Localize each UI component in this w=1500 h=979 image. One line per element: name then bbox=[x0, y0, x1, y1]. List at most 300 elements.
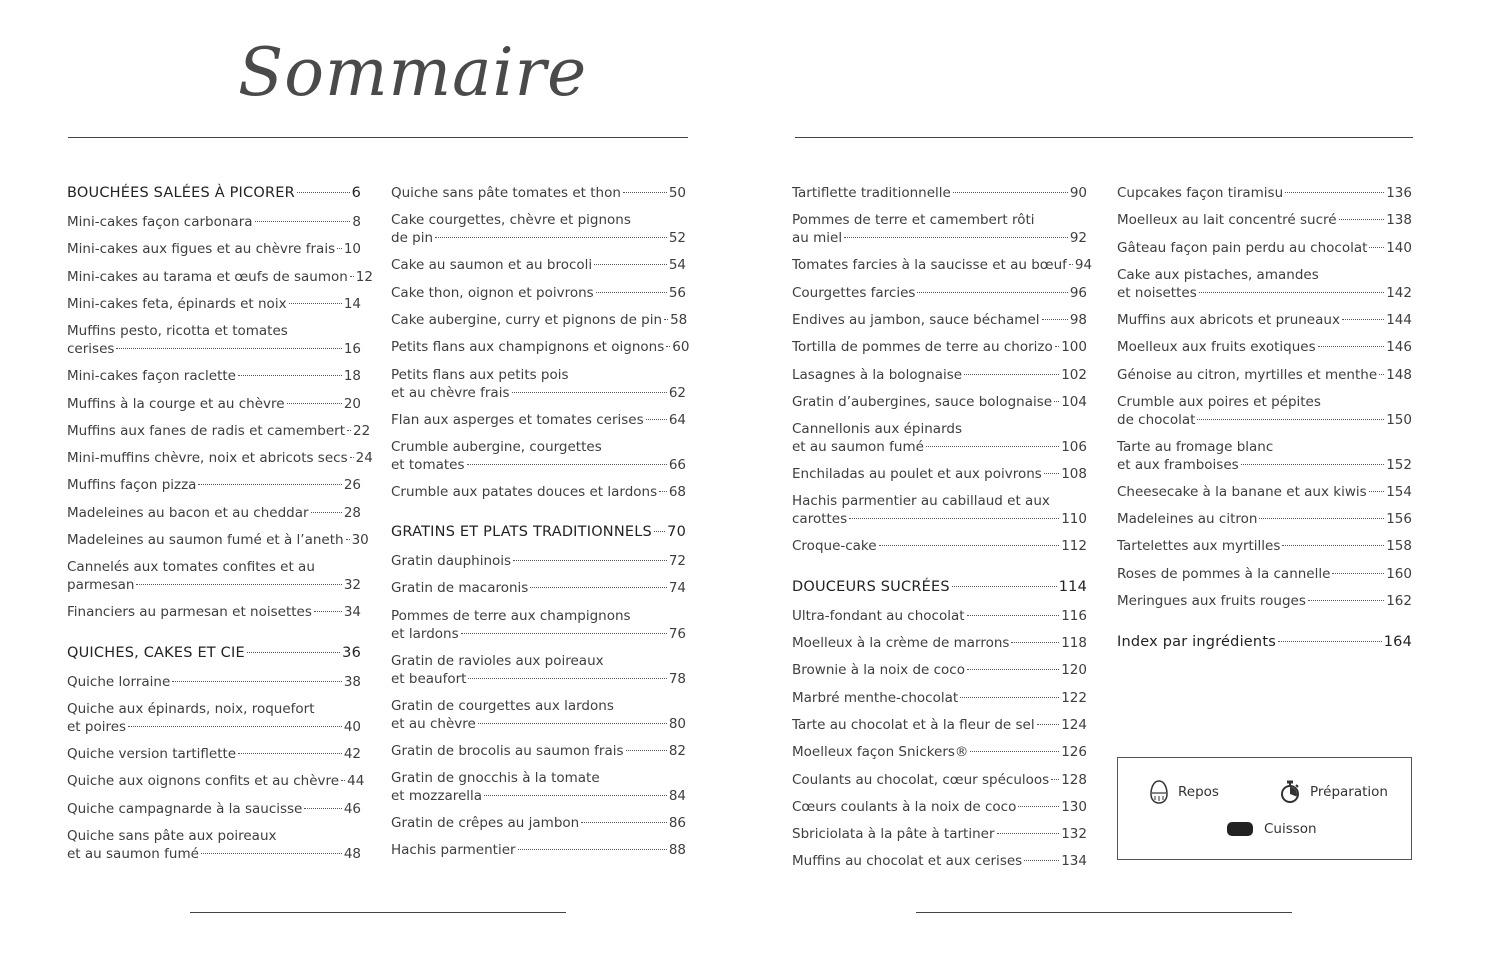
dot-leader bbox=[917, 292, 1067, 293]
page-number: 54 bbox=[668, 257, 686, 274]
toc-entry bbox=[67, 800, 361, 818]
page-number: 118 bbox=[1061, 635, 1087, 651]
page-number: 92 bbox=[1069, 230, 1087, 247]
page-number: 68 bbox=[668, 483, 686, 500]
toc-entry-line bbox=[67, 449, 373, 467]
page-number: 152 bbox=[1386, 456, 1412, 473]
dot-leader bbox=[311, 512, 342, 513]
toc-entry-line bbox=[391, 256, 686, 274]
dot-leader bbox=[1044, 473, 1059, 474]
dot-leader bbox=[1051, 779, 1059, 780]
dot-leader bbox=[1197, 419, 1384, 420]
dot-leader bbox=[664, 319, 668, 320]
toc-entry-title: Flan aux asperges et tomates cerises bbox=[391, 411, 644, 428]
toc-entry bbox=[792, 256, 1093, 274]
toc-entry-title-cont: cerises bbox=[67, 341, 115, 358]
page-number: 26 bbox=[343, 477, 361, 494]
toc-entry-line bbox=[1117, 633, 1412, 651]
toc-entry-title: Enchiladas au poulet et aux poivrons bbox=[792, 466, 1042, 483]
toc-entry-line bbox=[67, 213, 361, 231]
toc-entry-line bbox=[67, 745, 361, 763]
toc-entry bbox=[1117, 239, 1412, 257]
toc-entry-line bbox=[67, 673, 361, 691]
toc-entry-title: Gratin de brocolis au saumon frais bbox=[391, 742, 624, 759]
dot-leader bbox=[350, 457, 354, 458]
dot-leader bbox=[997, 833, 1060, 834]
toc-entry-line bbox=[792, 284, 1087, 302]
dot-leader bbox=[136, 584, 341, 585]
page-number: 140 bbox=[1386, 239, 1412, 256]
toc-entry-line bbox=[1117, 338, 1412, 356]
page-number: 48 bbox=[343, 845, 361, 862]
page-number: 50 bbox=[668, 185, 686, 201]
page-number: 10 bbox=[343, 241, 361, 258]
toc-entry-title: Quiche aux épinards, noix, roquefort bbox=[67, 700, 315, 717]
dot-leader bbox=[626, 750, 667, 751]
toc-entry bbox=[391, 311, 686, 329]
toc-entry bbox=[391, 211, 686, 247]
dot-leader bbox=[844, 237, 1068, 238]
page-number: 76 bbox=[668, 625, 686, 642]
dot-leader bbox=[484, 795, 667, 796]
page-number: 94 bbox=[1074, 257, 1093, 274]
toc-entry-line bbox=[391, 787, 686, 805]
toc-section bbox=[792, 578, 1087, 596]
toc-entry-title-cont: et poires bbox=[67, 718, 127, 735]
toc-entry-title: Cupcakes façon tiramisu bbox=[1117, 185, 1284, 201]
toc-entry-line bbox=[67, 718, 361, 736]
page-number: 18 bbox=[343, 368, 361, 385]
toc-entry-line bbox=[67, 295, 361, 313]
page-number: 58 bbox=[670, 311, 688, 328]
toc-entry bbox=[792, 661, 1087, 679]
section-title: QUICHES, CAKES ET CIE bbox=[67, 644, 245, 661]
toc-entry-title: Courgettes farcies bbox=[792, 284, 916, 301]
dot-leader bbox=[1308, 600, 1384, 601]
toc-entry-line bbox=[67, 340, 361, 358]
page-number: 106 bbox=[1061, 439, 1087, 456]
toc-entry-line bbox=[792, 510, 1087, 528]
page-number: 126 bbox=[1061, 744, 1087, 761]
toc-section bbox=[67, 644, 361, 662]
dot-leader bbox=[530, 587, 666, 588]
toc-entry-title-cont: et au chèvre bbox=[391, 715, 476, 732]
toc-entry-line bbox=[67, 772, 365, 790]
toc-entry-line bbox=[391, 742, 686, 760]
toc-entry-title: Gratin de ravioles aux poireaux bbox=[391, 652, 604, 669]
dot-leader bbox=[1332, 573, 1384, 574]
toc-entry-title-cont: de chocolat bbox=[1117, 411, 1196, 428]
page-number: 14 bbox=[343, 295, 361, 312]
page-number: 144 bbox=[1386, 311, 1412, 328]
toc-entry bbox=[391, 769, 686, 805]
dot-leader bbox=[967, 669, 1059, 670]
page-number: 100 bbox=[1061, 339, 1087, 356]
page-number: 146 bbox=[1386, 339, 1412, 356]
toc-entry-title: Croque-cake bbox=[792, 538, 877, 555]
toc-entry-title-cont: et aux framboises bbox=[1117, 456, 1239, 473]
page-number: 82 bbox=[668, 742, 686, 759]
toc-entry-title: Tomates farcies à la saucisse et au bœuf bbox=[792, 257, 1067, 274]
page-number: 66 bbox=[668, 456, 686, 473]
toc-entry-line bbox=[1117, 239, 1412, 257]
section-title: Index par ingrédients bbox=[1117, 634, 1276, 651]
page-number: 78 bbox=[668, 670, 686, 687]
toc-entry-title: Crumble aubergine, courgettes bbox=[391, 438, 602, 455]
page-number: 36 bbox=[342, 644, 361, 661]
toc-entry-line bbox=[391, 184, 686, 202]
toc-entry-title: Madeleines au citron bbox=[1117, 511, 1258, 528]
toc-entry-line bbox=[1117, 184, 1412, 202]
dot-leader bbox=[255, 221, 351, 222]
toc-entry-line bbox=[391, 456, 686, 474]
toc-entry-line bbox=[391, 311, 686, 329]
toc-section bbox=[67, 184, 361, 202]
toc-entry-line bbox=[391, 384, 686, 402]
dot-leader bbox=[970, 751, 1059, 752]
toc-entry-title: Hachis parmentier bbox=[391, 842, 516, 859]
page-number: 150 bbox=[1386, 411, 1412, 428]
toc-entry-title: Tartelettes aux myrtilles bbox=[1117, 538, 1281, 555]
toc-entry-title: Cannellonis aux épinards bbox=[792, 421, 962, 438]
toc-entry-title: Muffins pesto, ricotta et tomates bbox=[67, 323, 288, 340]
toc-entry-line bbox=[67, 395, 361, 413]
toc-entry-line bbox=[792, 338, 1087, 356]
dot-leader bbox=[646, 419, 667, 420]
toc-entry-title: Cake courgettes, chèvre et pignons bbox=[391, 212, 631, 229]
toc-entry-title: Cheesecake à la banane et aux kiwis bbox=[1117, 483, 1367, 500]
toc-entry-line bbox=[67, 531, 369, 549]
toc-entry-title: Gratin de crêpes au jambon bbox=[391, 815, 580, 831]
dot-leader bbox=[128, 726, 342, 727]
page-number: 44 bbox=[347, 773, 365, 790]
toc-entry-title-cont: et beaufort bbox=[391, 670, 467, 687]
page-number: 88 bbox=[668, 842, 686, 859]
dot-leader bbox=[297, 192, 350, 193]
toc-entry bbox=[792, 211, 1087, 247]
toc-entry bbox=[67, 295, 361, 313]
page-number: 20 bbox=[343, 395, 361, 412]
toc-entry bbox=[792, 311, 1087, 329]
toc-entry-line bbox=[67, 504, 361, 522]
toc-entry bbox=[67, 322, 361, 358]
toc-entry-title: Mini-cakes façon raclette bbox=[67, 368, 236, 385]
page-number: 134 bbox=[1061, 853, 1087, 870]
toc-entry-title-cont: et tomates bbox=[391, 456, 465, 473]
dot-leader bbox=[287, 403, 342, 404]
toc-entry-line bbox=[792, 537, 1087, 555]
toc-entry-line bbox=[1117, 565, 1412, 583]
legend-preparation-label: Préparation bbox=[1310, 784, 1388, 800]
toc-entry-line bbox=[391, 841, 686, 859]
page-number: 64 bbox=[668, 411, 686, 428]
toc-entry bbox=[792, 492, 1087, 528]
toc-entry-line bbox=[792, 256, 1093, 274]
toc-section bbox=[391, 523, 686, 541]
toc-entry-line bbox=[1117, 483, 1412, 501]
dot-leader bbox=[960, 697, 1059, 698]
toc-entry-line bbox=[391, 715, 686, 733]
toc-entry-line bbox=[792, 852, 1087, 870]
toc-entry-title: Moelleux aux fruits exotiques bbox=[1117, 339, 1316, 356]
toc-entry bbox=[391, 697, 686, 733]
toc-entry-line bbox=[391, 284, 686, 302]
page-number: 154 bbox=[1386, 483, 1412, 500]
dot-leader bbox=[849, 518, 1059, 519]
page-number: 122 bbox=[1061, 689, 1087, 706]
dot-leader bbox=[347, 430, 351, 431]
legend-preparation bbox=[1280, 780, 1388, 804]
toc-entry bbox=[1117, 311, 1412, 329]
toc-entry bbox=[792, 689, 1087, 707]
toc-entry-title: Marbré menthe-chocolat bbox=[792, 689, 959, 706]
dot-leader bbox=[116, 348, 341, 349]
page-number: 28 bbox=[343, 504, 361, 521]
dot-leader bbox=[666, 346, 670, 347]
toc-entry bbox=[391, 411, 686, 429]
dot-leader bbox=[238, 375, 342, 376]
toc-entry-title: Crumble aux patates douces et lardons bbox=[391, 483, 658, 500]
toc-entry-title: Mini-cakes façon carbonara bbox=[67, 214, 253, 230]
toc-entry-line bbox=[792, 634, 1087, 652]
toc-entry-title: Quiche sans pâte tomates et thon bbox=[391, 185, 621, 201]
toc-entry-title: Petits flans aux petits pois bbox=[391, 366, 569, 383]
toc-entry bbox=[391, 338, 690, 356]
toc-entry-title: Madeleines au saumon fumé et à l’aneth bbox=[67, 532, 344, 548]
top-rule-right bbox=[795, 137, 1413, 138]
toc-entry-title: Génoise au citron, myrtilles et menthe bbox=[1117, 366, 1378, 383]
dot-leader bbox=[926, 446, 1059, 447]
toc-entry-title: Quiche lorraine bbox=[67, 673, 171, 690]
toc-entry-title-cont: de pin bbox=[391, 230, 434, 247]
toc-entry-title: Cannelés aux tomates confites et au bbox=[67, 559, 315, 576]
dot-leader bbox=[1011, 642, 1059, 643]
toc-entry-title: Petits flans aux champignons et oignons bbox=[391, 339, 665, 356]
toc-entry-line bbox=[1117, 284, 1412, 302]
toc-entry-line bbox=[792, 743, 1087, 761]
toc-entry-title: Hachis parmentier au cabillaud et aux bbox=[792, 493, 1050, 510]
toc-entry-title: Sbriciolata à la pâte à tartiner bbox=[792, 826, 995, 843]
page-number: 96 bbox=[1069, 284, 1087, 301]
page-number: 70 bbox=[667, 524, 686, 541]
page-number: 160 bbox=[1386, 565, 1412, 582]
dot-leader bbox=[1339, 219, 1385, 220]
toc-entry bbox=[1117, 338, 1412, 356]
dot-leader bbox=[654, 531, 665, 532]
page-number: 62 bbox=[668, 384, 686, 401]
toc-entry-line bbox=[67, 603, 361, 621]
toc-entry-title: Cake aux pistaches, amandes bbox=[1117, 266, 1319, 283]
toc-entry-line bbox=[391, 579, 686, 597]
toc-entry bbox=[67, 476, 361, 494]
page-number: 114 bbox=[1058, 578, 1087, 595]
dot-leader bbox=[596, 292, 667, 293]
dot-leader bbox=[1282, 545, 1384, 546]
toc-entry bbox=[1117, 592, 1412, 610]
toc-entry-title: Tarte au chocolat et à la fleur de sel bbox=[792, 716, 1035, 733]
dot-leader bbox=[1278, 641, 1382, 642]
section-title: BOUCHÉES SALÉES À PICORER bbox=[67, 185, 295, 201]
page-title: Sommaire bbox=[238, 34, 588, 111]
toc-entry-line bbox=[67, 422, 371, 440]
dot-leader bbox=[1054, 401, 1059, 402]
dot-leader bbox=[513, 560, 667, 561]
toc-entry-line bbox=[792, 661, 1087, 679]
toc-entry bbox=[792, 634, 1087, 652]
toc-entry bbox=[67, 367, 361, 385]
bottom-rule-left bbox=[190, 912, 566, 913]
page-number: 8 bbox=[352, 214, 361, 230]
toc-entry-title-cont: et au saumon fumé bbox=[67, 845, 199, 862]
toc-entry bbox=[67, 531, 369, 549]
toc-entry bbox=[792, 771, 1087, 789]
cooking-pan-icon bbox=[1226, 820, 1254, 838]
dot-leader bbox=[1259, 518, 1384, 519]
toc-entry-title: Cœurs coulants à la noix de coco bbox=[792, 798, 1017, 815]
page-number: 138 bbox=[1386, 212, 1412, 229]
toc-entry bbox=[1117, 184, 1412, 202]
toc-entry-title-cont: et lardons bbox=[391, 625, 459, 642]
toc-entry-title-cont: et noisettes bbox=[1117, 284, 1197, 301]
egg-timer-icon bbox=[1150, 780, 1168, 804]
page-number: 128 bbox=[1061, 771, 1087, 788]
dot-leader bbox=[201, 853, 342, 854]
page-number: 86 bbox=[668, 815, 686, 831]
toc-entry-title: Muffins à la courge et au chèvre bbox=[67, 395, 285, 412]
page-number: 72 bbox=[668, 553, 686, 570]
dot-leader bbox=[1369, 247, 1384, 248]
page-number: 104 bbox=[1061, 393, 1087, 410]
page-number: 156 bbox=[1386, 511, 1412, 528]
toc-entry-title-cont: et au saumon fumé bbox=[792, 439, 924, 456]
toc-entry bbox=[1117, 537, 1412, 555]
dot-leader bbox=[1199, 292, 1384, 293]
dot-leader bbox=[1037, 724, 1060, 725]
toc-entry-title: Coulants au chocolat, cœur spéculoos bbox=[792, 771, 1050, 788]
legend-cuisson bbox=[1226, 820, 1317, 838]
dot-leader bbox=[346, 539, 350, 540]
section-title: GRATINS ET PLATS TRADITIONNELS bbox=[391, 524, 652, 541]
toc-entry bbox=[1117, 438, 1412, 474]
toc-entry-title: Endives au jambon, sauce béchamel bbox=[792, 311, 1040, 328]
toc-entry bbox=[1117, 483, 1412, 501]
page-number: 52 bbox=[668, 230, 686, 247]
page-number: 120 bbox=[1061, 662, 1087, 679]
dot-leader bbox=[1318, 346, 1385, 347]
page-number: 102 bbox=[1061, 366, 1087, 383]
toc-entry-line bbox=[391, 625, 686, 643]
toc-entry bbox=[792, 338, 1087, 356]
page-number: 108 bbox=[1061, 466, 1087, 483]
toc-entry-title: Crumble aux poires et pépites bbox=[1117, 393, 1321, 410]
page-number: 32 bbox=[343, 577, 361, 594]
page-number: 90 bbox=[1069, 185, 1087, 201]
toc-section bbox=[1117, 633, 1412, 651]
toc-entry-line bbox=[792, 798, 1087, 816]
page-number: 34 bbox=[343, 604, 361, 621]
page-number: 56 bbox=[668, 284, 686, 301]
toc-entry-line bbox=[391, 814, 686, 832]
toc-entry-title: Madeleines au bacon et au cheddar bbox=[67, 504, 309, 521]
toc-entry bbox=[67, 240, 361, 258]
toc-entry-title: Tartiflette traditionnelle bbox=[792, 185, 951, 201]
toc-entry bbox=[391, 579, 686, 597]
toc-entry-line bbox=[67, 268, 373, 286]
page-number: 84 bbox=[668, 788, 686, 804]
toc-entry bbox=[391, 607, 686, 643]
toc-entry bbox=[792, 743, 1087, 761]
legend-box bbox=[1117, 757, 1412, 860]
page-number: 142 bbox=[1386, 284, 1412, 301]
dot-leader bbox=[1069, 264, 1073, 265]
dot-leader bbox=[198, 484, 341, 485]
toc-entry-title: Mini-cakes au tarama et œufs de saumon bbox=[67, 268, 348, 285]
toc-entry bbox=[792, 184, 1087, 202]
toc-entry bbox=[67, 745, 361, 763]
toc-entry bbox=[67, 422, 371, 440]
dot-leader bbox=[289, 303, 342, 304]
toc-entry-title: Pommes de terre aux champignons bbox=[391, 607, 631, 624]
dot-leader bbox=[238, 753, 342, 754]
dot-leader bbox=[1055, 346, 1059, 347]
toc-entry bbox=[792, 465, 1087, 483]
toc-entry-line bbox=[67, 644, 361, 662]
toc-entry bbox=[391, 184, 686, 202]
toc-entry-line bbox=[67, 476, 361, 494]
toc-entry-title: Moelleux à la crème de marrons bbox=[792, 635, 1010, 651]
dot-leader bbox=[594, 264, 667, 265]
legend-cuisson-label: Cuisson bbox=[1264, 821, 1317, 837]
toc-entry-line bbox=[792, 689, 1087, 707]
toc-entry bbox=[67, 772, 365, 790]
page-number: 42 bbox=[343, 745, 361, 762]
page-number: 98 bbox=[1069, 311, 1087, 328]
toc-entry-line bbox=[67, 367, 361, 385]
toc-entry bbox=[67, 558, 361, 594]
dot-leader bbox=[1342, 319, 1384, 320]
toc-entry bbox=[391, 483, 686, 501]
toc-entry-line bbox=[67, 576, 361, 594]
toc-entry-title: Gratin de courgettes aux lardons bbox=[391, 697, 614, 714]
toc-entry bbox=[1117, 510, 1412, 528]
toc-entry-title: Gratin de macaronis bbox=[391, 580, 529, 597]
page-number: 12 bbox=[355, 268, 373, 285]
page-number: 116 bbox=[1061, 607, 1087, 624]
toc-entry-title: Lasagnes à la bolognaise bbox=[792, 366, 963, 383]
toc-entry bbox=[67, 449, 373, 467]
toc-entry bbox=[391, 438, 686, 474]
toc-entry-title-cont: et au chèvre frais bbox=[391, 384, 510, 401]
toc-entry-line bbox=[792, 366, 1087, 384]
toc-entry-title-cont: et mozzarella bbox=[391, 788, 483, 804]
toc-entry-line bbox=[67, 240, 361, 258]
toc-entry bbox=[792, 825, 1087, 843]
toc-entry-title: Cake aubergine, curry et pignons de pin bbox=[391, 311, 663, 328]
toc-entry-line bbox=[1117, 592, 1412, 610]
toc-entry-line bbox=[1117, 510, 1412, 528]
page-number: 74 bbox=[668, 580, 686, 597]
toc-entry-title: Mini-cakes aux figues et au chèvre frais bbox=[67, 241, 336, 258]
toc-entry-line bbox=[391, 229, 686, 247]
toc-entry bbox=[792, 607, 1087, 625]
toc-entry-title: Muffins aux abricots et pruneaux bbox=[1117, 311, 1340, 328]
toc-entry-line bbox=[391, 483, 686, 501]
toc-entry-line bbox=[792, 184, 1087, 202]
toc-entry-title: Financiers au parmesan et noisettes bbox=[67, 604, 312, 621]
dot-leader bbox=[1241, 464, 1385, 465]
page-number: 46 bbox=[343, 800, 361, 817]
toc-entry-line bbox=[792, 229, 1087, 247]
